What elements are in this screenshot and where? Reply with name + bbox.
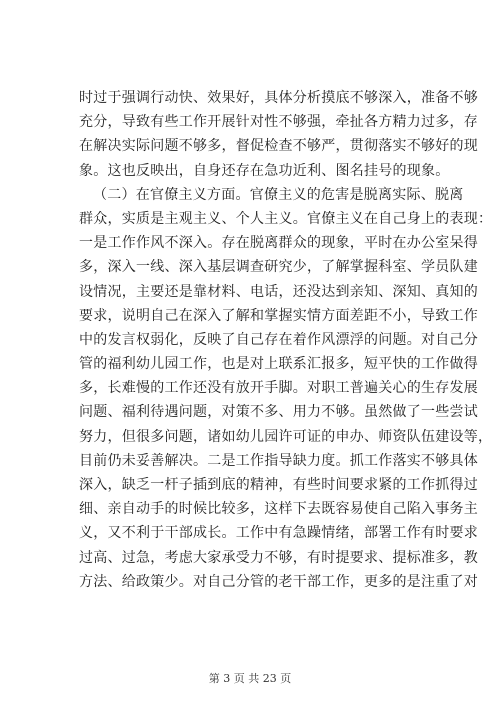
text-line: 时过于强调行动快、效果好，具体分析摸底不够深入，准备不够	[79, 90, 478, 106]
body-text	[79, 86, 493, 594]
text-line: 努力，但很多问题，诸如幼儿园许可证的申办、师资队伍建设等，	[79, 428, 493, 445]
text-line: （二）在官僚主义方面。官僚主义的危害是脱离实际、脱离	[93, 186, 464, 203]
text-line: 问题、福利待遇问题，对策不多、用力不够。虽然做了一些尝试	[79, 404, 478, 421]
text-line: 多，深入一线、深入基层调查研究少，了解掌握科室、学员队建	[79, 259, 478, 276]
text-line: 方法、给政策少。对自己分管的老干部工作，更多的是注重了对	[79, 573, 478, 590]
text-line: 多，长难慢的工作还没有放开手脚。对职工普遍关心的生存发展	[79, 380, 478, 397]
text-line: 中的发言权弱化，反映了自己存在着作风漂浮的问题。对自己分	[79, 331, 478, 348]
text-line: 深入，缺乏一杆子插到底的精神，有些时间要求紧的工作抓得过	[79, 477, 478, 493]
page-number-footer: 第 3 页 共 23 页	[208, 672, 292, 685]
text-line: 群众，实质是主观主义、个人主义。官僚主义在自己身上的表现：	[79, 210, 493, 227]
text-line: 设情况，主要还是靠材料、电话，还没达到亲知、深知、真知的	[79, 283, 478, 300]
text-line: 管的福利幼儿园工作，也是对上联系汇报多，短平快的工作做得	[79, 356, 478, 373]
text-line: 义，又不利于干部成长。工作中有急躁情绪，部署工作有时要求	[79, 525, 478, 542]
text-line: 目前仍未妥善解决。二是工作指导缺力度。抓工作落实不够具体	[79, 452, 478, 469]
text-line: 充分，导致有些工作开展针对性不够强，牵扯各方精力过多，存	[79, 114, 478, 131]
text-line: 过高、过急，考虑大家承受力不够，有时提要求、提标准多，教	[79, 549, 478, 566]
text-line: 在解决实际问题不够多，督促检查不够严，贯彻落实不够好的现	[79, 138, 478, 155]
text-line: 一是工作作风不深入。存在脱离群众的现象，平时在办公室呆得	[79, 235, 478, 252]
text-line: 细、亲自动手的时候比较多，这样下去既容易使自己陷入事务主	[79, 501, 478, 518]
text-line: 要求，说明自己在深入了解和掌握实情方面差距不小，导致工作	[79, 307, 478, 324]
text-line: 象。这也反映出，自身还存在急功近利、图名挂号的现象。	[79, 162, 450, 179]
